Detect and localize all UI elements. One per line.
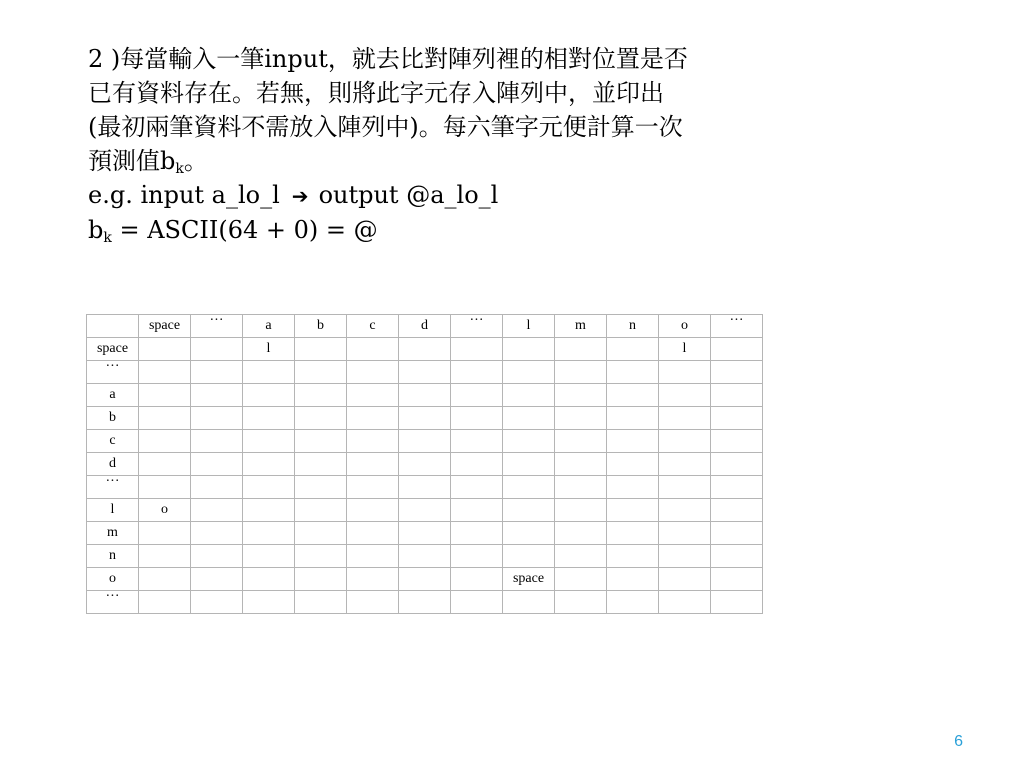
- table-cell: [607, 591, 659, 614]
- table-cell: [711, 476, 763, 499]
- table-cell: [243, 407, 295, 430]
- table-row: [87, 476, 763, 499]
- table-cell: [503, 499, 555, 522]
- table-cell: [191, 591, 243, 614]
- table-cell: [347, 522, 399, 545]
- table-cell: [139, 453, 191, 476]
- table-cell: [347, 384, 399, 407]
- table-cell: [243, 545, 295, 568]
- table-cell: [607, 568, 659, 591]
- table-cell: [555, 522, 607, 545]
- table-row: [87, 430, 763, 453]
- table-row-header: n: [87, 545, 139, 568]
- table-cell: [347, 361, 399, 384]
- table-cell: [659, 591, 711, 614]
- slide-body-text: [88, 42, 948, 247]
- table-row: [87, 453, 763, 476]
- formula-line: [88, 213, 948, 247]
- table-column-header: n: [607, 315, 659, 338]
- table-cell: [503, 453, 555, 476]
- table-cell: l: [659, 338, 711, 361]
- table-cell: [555, 568, 607, 591]
- table-cell: [139, 430, 191, 453]
- table-cell: [451, 591, 503, 614]
- table-cell: [503, 430, 555, 453]
- table-cell: [607, 361, 659, 384]
- table-cell: [347, 453, 399, 476]
- table-cell: [399, 361, 451, 384]
- table-cell: [451, 522, 503, 545]
- table-cell: [607, 338, 659, 361]
- table-row: [87, 545, 763, 568]
- text-line-2: [88, 76, 948, 110]
- table-cell: [139, 384, 191, 407]
- table-cell: [243, 522, 295, 545]
- table-cell: [295, 407, 347, 430]
- table-cell: [347, 430, 399, 453]
- table-cell: [399, 453, 451, 476]
- table-cell: [295, 430, 347, 453]
- table-cell: [659, 568, 711, 591]
- table-cell: [607, 453, 659, 476]
- table-row-header: d: [87, 453, 139, 476]
- table-cell: [295, 361, 347, 384]
- table-cell: [347, 499, 399, 522]
- example-line: [88, 178, 948, 213]
- table-cell: [607, 522, 659, 545]
- table-cell: [243, 591, 295, 614]
- table-row-header: m: [87, 522, 139, 545]
- table-cell: [555, 476, 607, 499]
- table-cell: [191, 430, 243, 453]
- table-row-header: ···: [87, 361, 139, 384]
- table-column-header: b: [295, 315, 347, 338]
- table-row-header: l: [87, 499, 139, 522]
- table-cell: [503, 545, 555, 568]
- table-cell: [347, 407, 399, 430]
- table-column-header: ···: [451, 315, 503, 338]
- table-row: [87, 407, 763, 430]
- formula-subscript: k: [103, 230, 112, 246]
- table-cell: [555, 361, 607, 384]
- table-cell: [555, 338, 607, 361]
- text-line-4: [88, 144, 948, 178]
- table-cell: [555, 591, 607, 614]
- table-cell: [503, 361, 555, 384]
- table-cell: [243, 453, 295, 476]
- table-cell: [451, 545, 503, 568]
- table-cell: l: [243, 338, 295, 361]
- table-column-header: a: [243, 315, 295, 338]
- table-cell: [139, 361, 191, 384]
- table-cell: [451, 499, 503, 522]
- table-cell: [139, 476, 191, 499]
- table-cell: [139, 407, 191, 430]
- table-row-header: o: [87, 568, 139, 591]
- table-cell: [191, 522, 243, 545]
- table-row: [87, 522, 763, 545]
- table-cell: [347, 338, 399, 361]
- table-cell: [503, 384, 555, 407]
- table-cell: [139, 568, 191, 591]
- table-cell: [399, 384, 451, 407]
- table-cell: [399, 591, 451, 614]
- table-cell: [243, 499, 295, 522]
- table-row-header: c: [87, 430, 139, 453]
- table-cell: [295, 499, 347, 522]
- table-cell: [347, 476, 399, 499]
- table-cell: [451, 384, 503, 407]
- table-cell: [659, 476, 711, 499]
- table-column-header: o: [659, 315, 711, 338]
- table-cell: [451, 568, 503, 591]
- table-row-header: ···: [87, 476, 139, 499]
- table-cell: [451, 361, 503, 384]
- table-cell: [503, 591, 555, 614]
- table-row: [87, 591, 763, 614]
- table-cell: [503, 476, 555, 499]
- table-row-header: space: [87, 338, 139, 361]
- table-cell: [295, 522, 347, 545]
- table-cell: [191, 384, 243, 407]
- table-column-header: d: [399, 315, 451, 338]
- table-cell: [659, 361, 711, 384]
- table-cell: [503, 522, 555, 545]
- table-cell: [555, 407, 607, 430]
- table-cell: [243, 384, 295, 407]
- table-row-header: b: [87, 407, 139, 430]
- table-cell: [243, 361, 295, 384]
- table-cell: [659, 407, 711, 430]
- text-line-1: [88, 42, 948, 76]
- table-cell: [555, 430, 607, 453]
- table-cell: [399, 407, 451, 430]
- table-cell: [711, 453, 763, 476]
- table-cell: [399, 338, 451, 361]
- table-cell: [711, 407, 763, 430]
- table-cell: [191, 407, 243, 430]
- table-cell: [607, 430, 659, 453]
- table-row-header: a: [87, 384, 139, 407]
- character-matrix-table: [86, 314, 763, 614]
- table-cell: o: [139, 499, 191, 522]
- table-cell: [347, 591, 399, 614]
- table-cell: [295, 338, 347, 361]
- table-cell: [191, 545, 243, 568]
- table-cell: [347, 568, 399, 591]
- table-cell: [243, 476, 295, 499]
- table-cell: [607, 499, 659, 522]
- table-cell: [191, 499, 243, 522]
- table-cell: [139, 545, 191, 568]
- text-line-3: [88, 110, 948, 144]
- table-cell: [451, 430, 503, 453]
- table-cell: [451, 453, 503, 476]
- table-cell: [451, 407, 503, 430]
- table-corner-cell: [87, 315, 139, 338]
- table-cell: [711, 384, 763, 407]
- text-line-4-subscript: k: [175, 161, 184, 177]
- table-cell: [139, 591, 191, 614]
- table-cell: [503, 407, 555, 430]
- table-cell: [659, 384, 711, 407]
- text-line-1-content: 2 )每當輸入一筆input，就去比對陣列裡的相對位置是否: [88, 45, 688, 73]
- table-cell: [711, 338, 763, 361]
- table-column-header: l: [503, 315, 555, 338]
- table-cell: [399, 476, 451, 499]
- table-cell: [295, 545, 347, 568]
- table-cell: [555, 499, 607, 522]
- table-cell: [607, 545, 659, 568]
- table-cell: [711, 545, 763, 568]
- table-cell: [659, 430, 711, 453]
- table-cell: [399, 568, 451, 591]
- table-cell: [191, 453, 243, 476]
- table-row: [87, 361, 763, 384]
- table-cell: [139, 522, 191, 545]
- table-cell: [711, 430, 763, 453]
- text-line-2-content: 已有資料存在。若無，則將此字元存入陣列中，並印出: [88, 79, 664, 107]
- table-cell: [607, 476, 659, 499]
- text-line-4-main: 預測值b: [88, 147, 176, 175]
- table-row: [87, 338, 763, 361]
- example-input: e.g. input a_lo_l: [88, 181, 280, 209]
- table-column-header: space: [139, 315, 191, 338]
- table-cell: [191, 361, 243, 384]
- table-header-row: [87, 315, 763, 338]
- table-cell: [607, 407, 659, 430]
- table-cell: [711, 591, 763, 614]
- table-cell: [399, 499, 451, 522]
- formula-expression: = ASCII(64 + 0) = @: [111, 216, 378, 244]
- example-output: output @a_lo_l: [318, 181, 499, 209]
- table-cell: [659, 545, 711, 568]
- table-cell: [191, 338, 243, 361]
- table-cell: [243, 430, 295, 453]
- table-cell: [347, 545, 399, 568]
- table-row: [87, 499, 763, 522]
- table-column-header: m: [555, 315, 607, 338]
- table-cell: [659, 453, 711, 476]
- table-row: [87, 384, 763, 407]
- page-number: 6: [954, 733, 963, 750]
- table-row-header: ···: [87, 591, 139, 614]
- matrix-body: [87, 315, 763, 614]
- table-cell: [607, 384, 659, 407]
- text-line-3-content: (最初兩筆資料不需放入陣列中)。每六筆字元便計算一次: [88, 113, 683, 141]
- table-column-header: c: [347, 315, 399, 338]
- table-cell: [711, 361, 763, 384]
- table-cell: [399, 430, 451, 453]
- table-cell: [295, 384, 347, 407]
- table-cell: [503, 338, 555, 361]
- table-cell: [555, 384, 607, 407]
- formula-symbol: b: [88, 216, 104, 244]
- table-cell: [295, 591, 347, 614]
- right-arrow-icon: ➔: [291, 184, 309, 208]
- table-cell: [451, 338, 503, 361]
- table-cell: [555, 453, 607, 476]
- table-cell: [451, 476, 503, 499]
- table-cell: [295, 453, 347, 476]
- table-cell: [555, 545, 607, 568]
- table-cell: [191, 476, 243, 499]
- table-cell: [243, 568, 295, 591]
- table-cell: space: [503, 568, 555, 591]
- table-cell: [139, 338, 191, 361]
- table-cell: [295, 568, 347, 591]
- table-cell: [659, 522, 711, 545]
- table-cell: [711, 522, 763, 545]
- table-cell: [711, 499, 763, 522]
- text-line-4-end: 。: [183, 147, 208, 175]
- table-row: [87, 568, 763, 591]
- table-cell: [711, 568, 763, 591]
- table-cell: [659, 499, 711, 522]
- table-column-header: ···: [191, 315, 243, 338]
- table-cell: [191, 568, 243, 591]
- table-cell: [295, 476, 347, 499]
- table-cell: [399, 522, 451, 545]
- table-column-header: ···: [711, 315, 763, 338]
- table-cell: [399, 545, 451, 568]
